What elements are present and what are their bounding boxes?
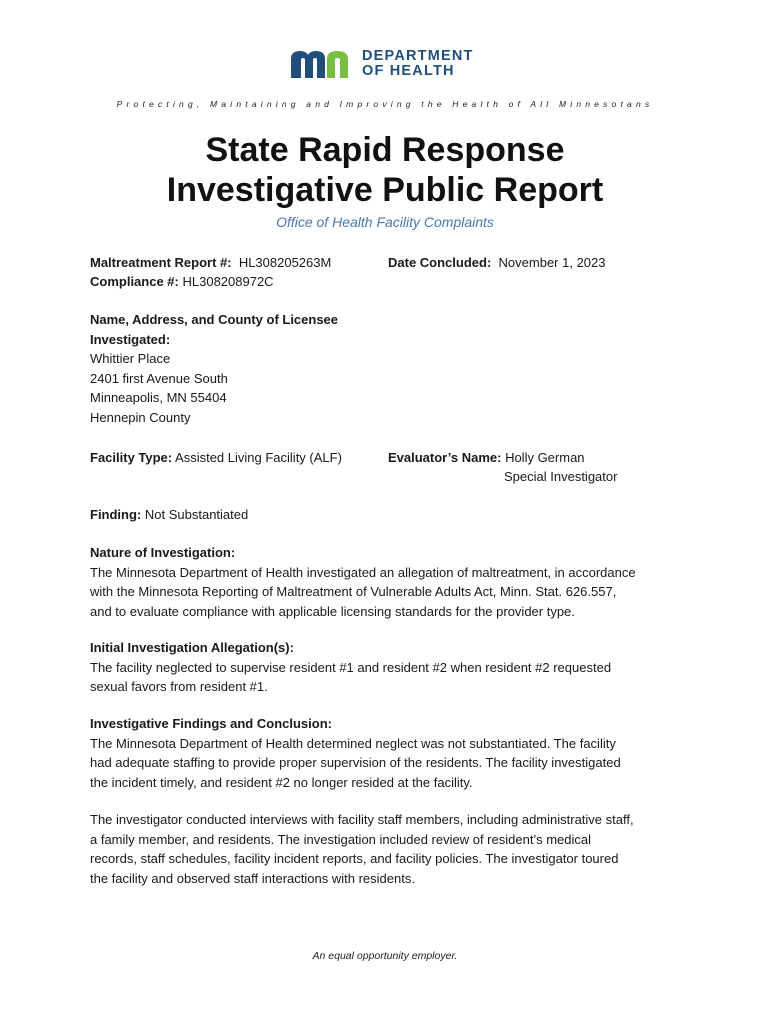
finding-label: Finding:: [90, 507, 142, 522]
evaluator-row: [388, 448, 585, 468]
facility-type-label: Facility Type:: [90, 450, 173, 465]
licensee-city: Minneapolis, MN 55404: [90, 390, 227, 405]
allegation-line: The facility neglected to supervise resident #1 and resident #2 when resident #2 requested: [90, 659, 612, 675]
logo-line-1: DEPARTMENT: [362, 48, 474, 64]
investigation-line: The investigator conducted interviews with facility staff members, including administrative staff,: [90, 812, 634, 827]
licensee-county: Hennepin County: [90, 409, 191, 425]
nature-line: with the Minnesota Reporting of Maltreatment of Vulnerable Adults Act, Minn. Stat. 626.557,: [90, 584, 617, 599]
nature-line: and to evaluate compliance with applicable licensing standards for the provider type.: [90, 603, 575, 619]
logo-line-2: OF HEALTH: [362, 63, 455, 79]
compliance-label: Compliance #:: [90, 274, 179, 289]
evaluator-title: Special Investigator: [504, 469, 618, 484]
investigation-line: a family member, and residents. The investigation included review of resident’s medical: [90, 831, 591, 847]
licensee-name: Whittier Place: [90, 351, 171, 366]
page-subtitle: Office of Health Facility Complaints: [276, 214, 494, 230]
compliance-value: HL308208972C: [182, 274, 274, 289]
facility-type-row: [90, 448, 342, 468]
findings-section: [90, 714, 700, 792]
date-concluded-row: [388, 253, 605, 273]
footer-note: An equal opportunity employer.: [312, 950, 458, 962]
compliance-row: [90, 272, 274, 292]
date-value: November 1, 2023: [498, 255, 606, 270]
allegation-heading: Initial Investigation Allegation(s):: [90, 640, 294, 655]
page-title: [0, 130, 770, 210]
nature-heading: Nature of Investigation:: [90, 545, 236, 560]
evaluator-label: Evaluator’s Name:: [388, 450, 502, 465]
maltreatment-label: Maltreatment Report #:: [90, 255, 232, 270]
allegation-line: sexual favors from resident #1.: [90, 679, 268, 694]
mn-logo-icon: [290, 49, 354, 79]
allegation-section: [90, 638, 700, 697]
investigation-paragraph: [90, 810, 700, 888]
findings-heading: Investigative Findings and Conclusion:: [90, 716, 332, 731]
investigation-line: the facility and observed staff interactions with residents.: [90, 870, 415, 886]
title-line-1: State Rapid Response: [205, 131, 565, 169]
findings-line: the incident timely, and resident #2 no longer resided at the facility.: [90, 774, 473, 790]
findings-line: The Minnesota Department of Health determined neglect was not substantiated. The facility: [90, 735, 616, 751]
tagline: Protecting, Maintaining and Improving the Health of All Minnesotans: [116, 99, 654, 109]
facility-type-value: Assisted Living Facility (ALF): [175, 450, 342, 465]
date-label: Date Concluded:: [388, 255, 492, 270]
nature-section: [90, 543, 700, 621]
maltreatment-value: HL308205263M: [238, 255, 332, 270]
finding-value: Not Substantiated: [144, 507, 249, 522]
title-line-2: Investigative Public Report: [166, 171, 604, 209]
licensee-heading-1: Name, Address, and County of Licensee: [90, 312, 339, 327]
finding-row: [90, 505, 248, 525]
licensee-address: 2401 first Avenue South: [90, 370, 228, 386]
licensee-block: [90, 310, 338, 427]
mdh-logo: [290, 48, 474, 80]
licensee-heading-2: Investigated:: [90, 331, 171, 347]
maltreatment-report-row: [90, 253, 331, 273]
evaluator-name: Holly German: [505, 450, 585, 465]
findings-line: had adequate staffing to provide proper supervision of the residents. The facility investigated: [90, 755, 621, 770]
nature-line: The Minnesota Department of Health investigated an allegation of maltreatment, in accordance: [90, 564, 636, 580]
investigation-line: records, staff schedules, facility incident reports, and facility policies. The investigator toured: [90, 851, 619, 866]
logo-wordmark: [362, 49, 474, 79]
